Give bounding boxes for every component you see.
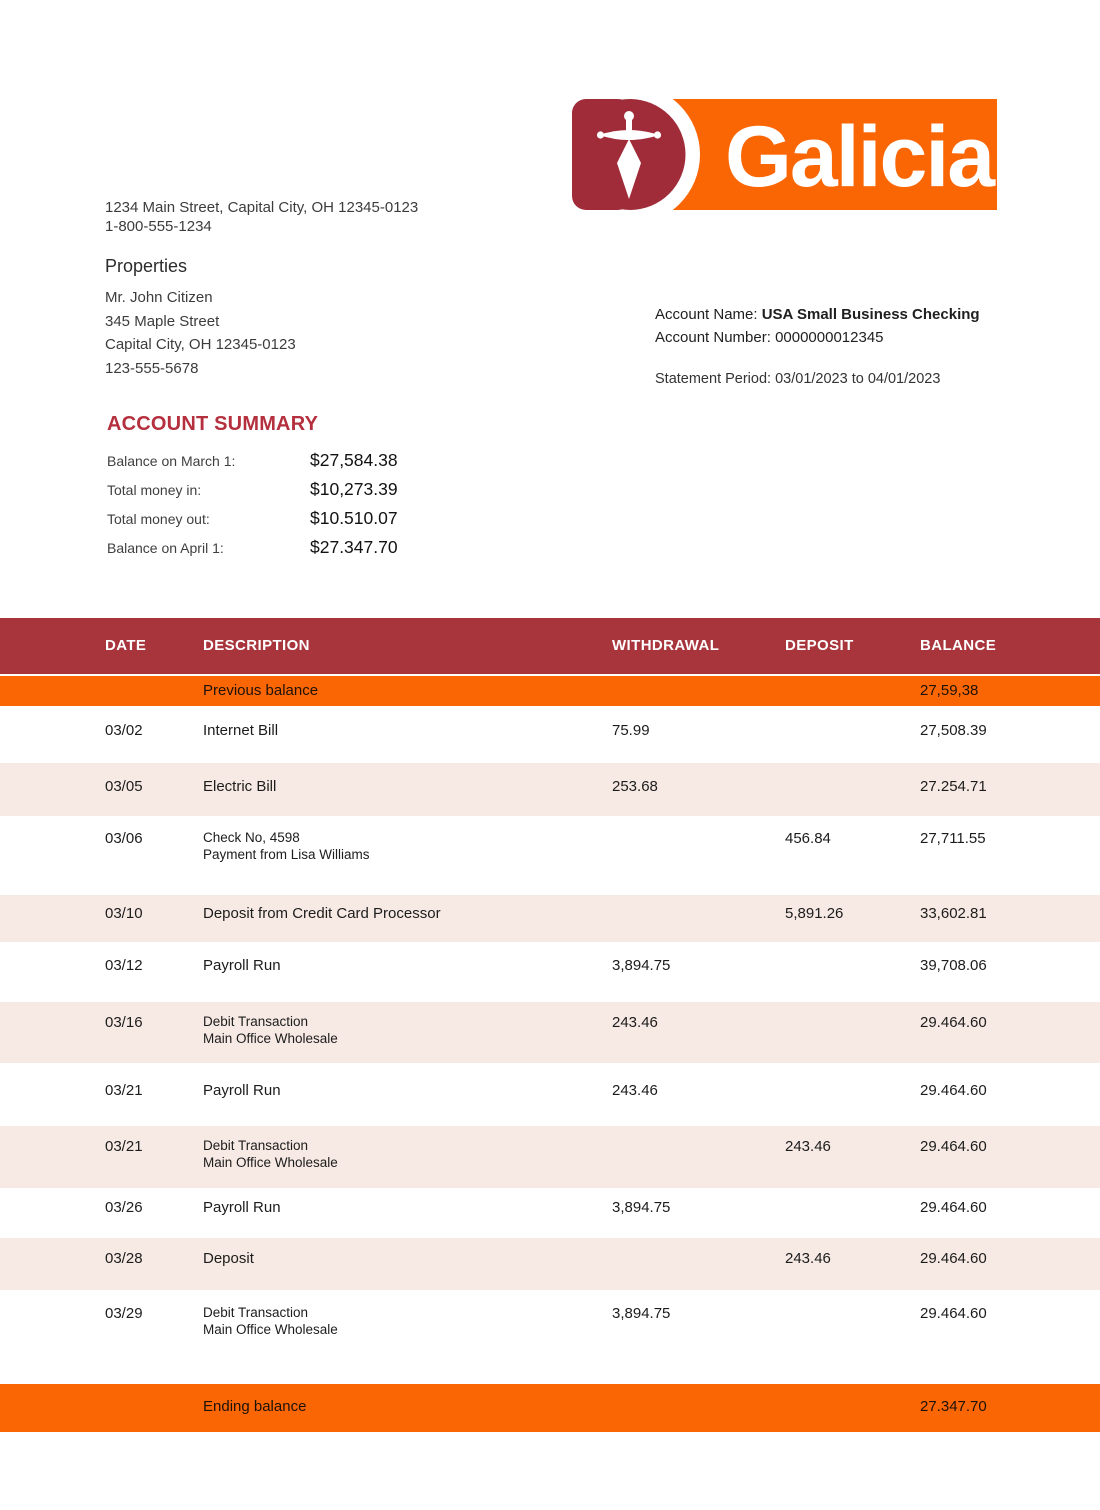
- cell-description: [203, 816, 583, 895]
- description-line1: Electric Bill: [203, 778, 277, 795]
- cell-balance: 29.464.60: [920, 1199, 987, 1216]
- transaction-row: [0, 1290, 1100, 1360]
- cell-balance: 27,711.55: [920, 830, 986, 847]
- description-line1: Debit Transaction: [203, 1138, 309, 1153]
- recipient-name: Mr. John Citizen: [105, 289, 213, 306]
- cell-date: 03/16: [105, 1014, 143, 1031]
- description-line2: Main Office Wholesale: [203, 1321, 338, 1337]
- cell-balance: 29.464.60: [920, 1014, 987, 1031]
- description-line1: Check No, 4598: [203, 830, 300, 845]
- bank-logo-graphic: [572, 99, 997, 210]
- cell-deposit: [785, 1384, 905, 1432]
- cell-date: 03/05: [105, 778, 143, 795]
- bank-address-block: [105, 198, 418, 236]
- header-date: DATE: [105, 637, 147, 654]
- cell-balance: 29.464.60: [920, 1305, 987, 1322]
- cell-description: [203, 1126, 583, 1188]
- summary-row: [107, 479, 398, 508]
- summary-row: [107, 450, 398, 479]
- cell-withdrawal: [612, 1384, 762, 1432]
- bank-address: 1234 Main Street, Capital City, OH 12345-0123: [105, 199, 419, 216]
- ending-balance-row: [0, 1384, 1100, 1432]
- cell-withdrawal: [612, 676, 762, 706]
- description-line2: Payment from Lisa Williams: [203, 846, 370, 862]
- account-name-value: USA Small Business Checking: [761, 306, 980, 323]
- summary-row: [107, 537, 398, 566]
- cell-description: [203, 1063, 583, 1126]
- summary-label: Balance on March 1:: [107, 453, 236, 469]
- cell-deposit: [785, 1063, 905, 1126]
- description-line1: Deposit: [203, 1250, 254, 1267]
- statement-period-value: 03/01/2023 to 04/01/2023: [775, 371, 941, 387]
- summary-label: Total money out:: [107, 511, 210, 527]
- description-line2: Main Office Wholesale: [203, 1154, 338, 1170]
- cell-description: [203, 706, 583, 763]
- header-balance: BALANCE: [920, 637, 997, 654]
- description-line1: Debit Transaction: [203, 1014, 309, 1029]
- table-header-row: [0, 618, 1100, 674]
- cell-deposit: [785, 1002, 905, 1063]
- cell-description: [203, 1002, 583, 1063]
- transaction-row: [0, 706, 1100, 763]
- cell-withdrawal: [612, 1238, 762, 1290]
- summary-value: $27.347.70: [310, 537, 398, 557]
- cell-balance: 29.464.60: [920, 1138, 987, 1155]
- bank-phone: 1-800-555-1234: [105, 218, 212, 235]
- cell-deposit: [785, 1290, 905, 1360]
- description-line1: Debit Transaction: [203, 1305, 309, 1320]
- recipient-title: Properties: [105, 256, 188, 276]
- account-number-value: 0000000012345: [775, 329, 884, 346]
- cell-description: [203, 1188, 583, 1238]
- cell-balance: 27,508.39: [920, 722, 987, 739]
- cell-withdrawal: 243.46: [612, 1014, 658, 1031]
- cell-withdrawal: 3,894.75: [612, 1199, 671, 1216]
- description-line1: Payroll Run: [203, 957, 281, 974]
- cell-date: 03/21: [105, 1138, 143, 1155]
- transactions-table: [0, 618, 1100, 1432]
- bank-name-wordmark: Galicia: [725, 109, 994, 205]
- cell-date: 03/29: [105, 1305, 143, 1322]
- cell-description: [203, 942, 583, 1002]
- recipient-city: Capital City, OH 12345-0123: [105, 336, 296, 353]
- description-line1: Internet Bill: [203, 722, 279, 739]
- cell-deposit: [785, 1188, 905, 1238]
- recipient-block: [105, 256, 296, 380]
- bank-logo: [572, 99, 997, 210]
- cell-withdrawal: 243.46: [612, 1082, 658, 1099]
- description-line1: Deposit from Credit Card Processor: [203, 905, 441, 922]
- statement-period-line: [655, 368, 980, 391]
- summary-value: $10,273.39: [310, 479, 398, 499]
- description-line1: Payroll Run: [203, 1199, 281, 1216]
- cell-date: 03/02: [105, 722, 143, 739]
- cell-withdrawal: 75.99: [612, 722, 650, 739]
- account-name-label: Account Name:: [655, 306, 758, 323]
- summary-value: $27,584.38: [310, 450, 398, 470]
- recipient-street: 345 Maple Street: [105, 312, 220, 330]
- cell-description: Ending balance: [203, 1398, 307, 1415]
- account-number-label: Account Number:: [655, 329, 771, 346]
- cell-balance: 29.464.60: [920, 1250, 987, 1267]
- cell-balance: 27,59,38: [920, 682, 979, 699]
- transaction-row: [0, 895, 1100, 942]
- summary-label: Total money in:: [107, 482, 202, 498]
- previous-balance-row: [0, 676, 1100, 706]
- account-info-block: [655, 303, 980, 391]
- summary-label: Balance on April 1:: [107, 540, 224, 556]
- account-summary-title: ACCOUNT SUMMARY: [107, 413, 319, 435]
- account-number-line: [655, 326, 980, 349]
- cell-deposit: [785, 942, 905, 1002]
- cell-balance: 33,602.81: [920, 905, 987, 922]
- recipient-phone: 123-555-5678: [105, 359, 199, 377]
- cell-withdrawal: [612, 895, 762, 942]
- summary-value: $10.510.07: [310, 508, 398, 528]
- transaction-row: [0, 1002, 1100, 1063]
- header-description: DESCRIPTION: [203, 637, 310, 654]
- cell-deposit: 456.84: [785, 830, 831, 847]
- description-line1: Payroll Run: [203, 1082, 281, 1099]
- cell-balance: 27.254.71: [920, 778, 987, 795]
- cell-date: 03/12: [105, 957, 143, 974]
- cell-deposit: 243.46: [785, 1138, 831, 1155]
- cell-deposit: [785, 706, 905, 763]
- transaction-row: [0, 1126, 1100, 1188]
- transaction-row: [0, 763, 1100, 816]
- cell-description: [203, 763, 583, 816]
- cell-date: [105, 676, 203, 706]
- account-summary-rows: [107, 450, 398, 566]
- cell-withdrawal: 253.68: [612, 778, 658, 795]
- cell-withdrawal: [612, 1126, 762, 1188]
- cell-deposit: [785, 676, 905, 706]
- description-line2: Main Office Wholesale: [203, 1030, 338, 1046]
- cell-withdrawal: 3,894.75: [612, 957, 671, 974]
- transaction-row: [0, 816, 1100, 895]
- cell-description: [203, 1238, 583, 1290]
- statement-period-label: Statement Period:: [655, 371, 772, 387]
- cell-description: Previous balance: [203, 682, 319, 699]
- header-deposit: DEPOSIT: [785, 637, 854, 654]
- cell-deposit: [785, 763, 905, 816]
- cell-date: 03/28: [105, 1250, 143, 1267]
- account-name-line: [655, 303, 980, 326]
- cell-date: 03/10: [105, 905, 143, 922]
- cell-balance: 39,708.06: [920, 957, 987, 974]
- transaction-row: [0, 1063, 1100, 1126]
- cell-description: [203, 895, 583, 942]
- account-summary: [107, 413, 398, 566]
- transaction-row: [0, 942, 1100, 1002]
- cell-withdrawal: [612, 816, 762, 895]
- cell-withdrawal: 3,894.75: [612, 1305, 671, 1322]
- cell-balance: 27.347.70: [920, 1398, 987, 1415]
- cell-date: 03/21: [105, 1082, 143, 1099]
- summary-row: [107, 508, 398, 537]
- transaction-row: [0, 1188, 1100, 1238]
- cell-balance: 29.464.60: [920, 1082, 987, 1099]
- cell-date: [105, 1384, 203, 1432]
- cell-date: 03/26: [105, 1199, 143, 1216]
- cell-deposit: 5,891.26: [785, 905, 844, 922]
- header-withdrawal: WITHDRAWAL: [612, 637, 720, 654]
- cell-description: [203, 1290, 583, 1360]
- cell-deposit: 243.46: [785, 1250, 831, 1267]
- transaction-row: [0, 1238, 1100, 1290]
- cell-date: 03/06: [105, 830, 143, 847]
